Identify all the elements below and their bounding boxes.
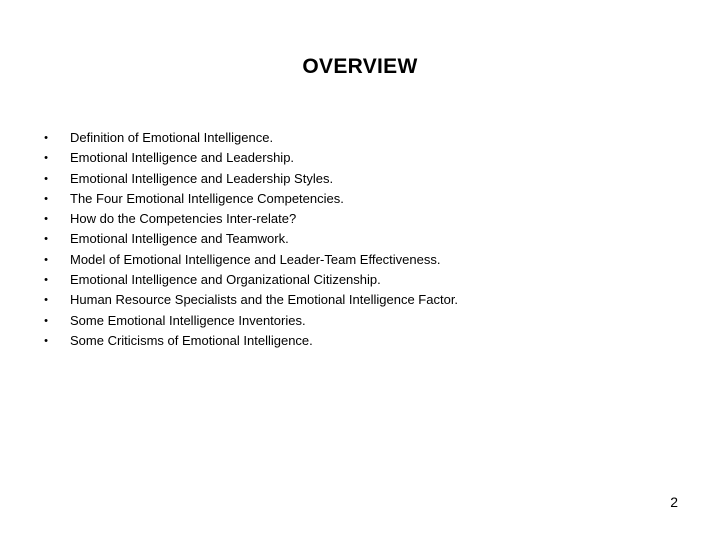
bullet-icon: • — [44, 334, 48, 347]
bullet-icon: • — [44, 192, 48, 205]
bullet-icon: • — [44, 233, 48, 246]
list-item-text: Emotional Intelligence and Leadership. — [70, 150, 295, 166]
bullet-icon: • — [44, 213, 48, 226]
list-item-text: How do the Competencies Inter-relate? — [70, 211, 297, 227]
bullet-icon: • — [44, 253, 48, 266]
slide-title: OVERVIEW — [302, 55, 418, 78]
list-item-text: Some Criticisms of Emotional Intelligence. — [70, 332, 313, 348]
bullet-icon: • — [44, 132, 48, 144]
list-item-text: Emotional Intelligence and Organizational Citizenship. — [70, 272, 381, 288]
list-item-text: Emotional Intelligence and Leadership Styles. — [70, 170, 334, 186]
list-item-text: Model of Emotional Intelligence and Leader-Team Effectiveness. — [70, 251, 441, 267]
list-item-text: Some Emotional Intelligence Inventories. — [70, 312, 306, 328]
list-item-text: Human Resource Specialists and the Emotional Intelligence Factor. — [70, 292, 459, 308]
bullet-icon: • — [44, 274, 48, 287]
bullet-icon: • — [44, 314, 48, 327]
list-item-text: Emotional Intelligence and Teamwork. — [70, 231, 289, 247]
bullet-icon: • — [44, 294, 48, 307]
bullet-icon: • — [44, 152, 48, 165]
page-number: 2 — [670, 494, 678, 510]
list-item-text: Definition of Emotional Intelligence. — [70, 130, 274, 145]
list-item-text: The Four Emotional Intelligence Competencies. — [70, 190, 344, 206]
bullet-icon: • — [44, 172, 48, 185]
